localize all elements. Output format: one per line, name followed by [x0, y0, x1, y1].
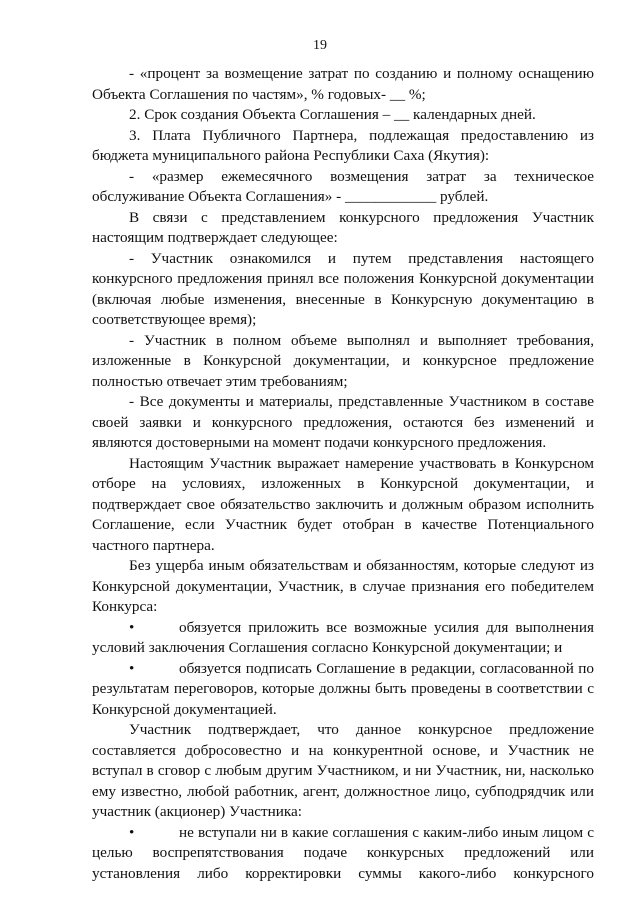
text-line: - Участник в полном объеме выполнял и выполняет требования,: [129, 332, 594, 349]
text-line: условий заключения Соглашения согласно Конкурсной документации; и: [92, 639, 563, 656]
text-line: - «размер ежемесячного возмещения затрат за техническое: [129, 168, 594, 185]
text-line: Объекта Соглашения по частям», % годовых- __ %;: [92, 86, 426, 103]
text-line: Конкурса:: [92, 598, 158, 615]
text-line: В связи с представлением конкурсного предложения Участник: [129, 209, 594, 226]
text-line: Настоящим Участник выражает намерение участвовать в Конкурсном: [129, 455, 594, 472]
text-line: настоящим подтверждает следующее:: [92, 229, 338, 246]
page-number: 19: [313, 38, 327, 53]
text-line: установления либо корректировки суммы какого-либо конкурсного: [92, 865, 594, 882]
text-line: отборе на условиях, изложенных в Конкурсной документации, и: [92, 475, 594, 492]
text-line: бюджета муниципального района Республики Саха (Якутия):: [92, 147, 490, 164]
text-line: (включая любые изменения, внесенные в Конкурсную документацию в: [92, 291, 594, 308]
text-line: Соглашение, если Участник будет отобран в качестве Потенциального: [92, 516, 594, 533]
text-line: полностью отвечает этим требованиям;: [92, 373, 348, 390]
text-line: - Все документы и материалы, представленные Участником в составе: [129, 393, 594, 410]
text-line: 3. Плата Публичного Партнера, подлежащая предоставлению из: [129, 127, 594, 144]
bullet-marker: •: [129, 619, 135, 636]
text-line: результатам переговоров, которые должны быть проведены в соответствии с: [92, 680, 594, 697]
text-line: участник (акционер) Участника:: [92, 803, 302, 820]
text-line: ему известно, любой работник, агент, должностное лицо, субподрядчик или: [92, 783, 594, 800]
text-line: частного партнера.: [92, 537, 215, 554]
text-line: вступал в сговор с любым другим Участником, и ни Участник, ни, насколько: [92, 762, 594, 779]
text-line: 2. Срок создания Объекта Соглашения – __ календарных дней.: [129, 106, 536, 123]
bullet-marker: •: [129, 660, 135, 677]
text-line: обязуется подписать Соглашение в редакции, согласованной по: [179, 660, 594, 677]
text-line: составляется добросовестно и на конкурентной основе, и Участник не: [92, 742, 594, 759]
text-line: Конкурсной документации, Участник, в случае признания его победителем: [92, 578, 594, 595]
text-line: обслуживание Объекта Соглашения» - ____________ рублей.: [92, 188, 489, 205]
text-line: - «процент за возмещение затрат по созданию и полному оснащению: [129, 65, 594, 82]
text-line: подтверждает свое обязательство заключить и должным образом исполнить: [92, 496, 594, 513]
text-line: обязуется приложить все возможные усилия для выполнения: [179, 619, 594, 636]
text-line: Конкурсной документацией.: [92, 701, 277, 718]
bullet-marker: •: [129, 824, 135, 841]
text-line: - Участник ознакомился и путем представления настоящего: [129, 250, 594, 267]
text-line: конкурсного предложения принял все положения Конкурсной документации: [92, 270, 594, 287]
text-line: изложенные в Конкурсной документации, и конкурсное предложение: [92, 352, 594, 369]
text-line: целью воспрепятствования подаче конкурсных предложений или: [92, 844, 594, 861]
text-line: своей заявки и конкурсного предложения, остаются без изменений и: [92, 414, 594, 431]
text-line: являются достоверными на момент подачи конкурсного предложения.: [92, 434, 547, 451]
text-line: Без ущерба иным обязательствам и обязанностям, которые следуют из: [129, 557, 594, 574]
text-line: Участник подтверждает, что данное конкурсное предложение: [129, 721, 594, 738]
text-line: соответствующее время);: [92, 311, 257, 328]
text-line: не вступали ни в какие соглашения с каким-либо иным лицом с: [179, 824, 594, 841]
